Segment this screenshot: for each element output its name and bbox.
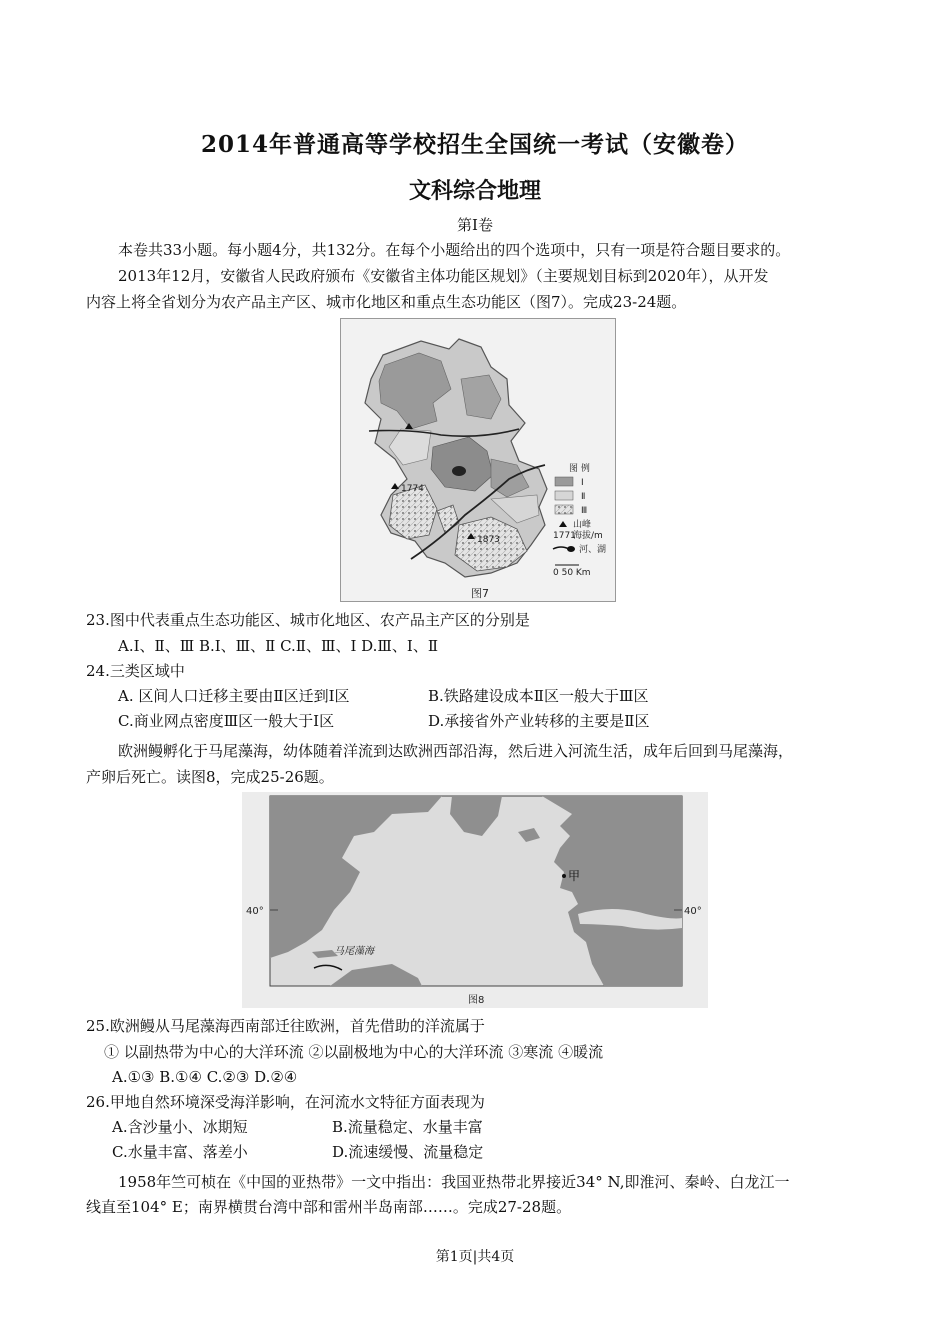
section-label: 第Ⅰ卷 (457, 216, 493, 234)
page-footer: 第1页|共4页 (435, 1249, 515, 1265)
exam-subtitle: 文科综合地理 (408, 178, 541, 204)
legend-river: 河、湖 (579, 545, 607, 555)
legend-elevation: 海拔/m (573, 531, 603, 541)
legend-item-i: Ⅰ (581, 478, 584, 488)
legend-peak: 山峰 (573, 520, 592, 530)
figure-7-map (340, 318, 616, 602)
lat-label-left: 40° (246, 906, 264, 917)
legend-item-ii: Ⅱ (581, 492, 586, 502)
passage3-line1: 1958年竺可桢在《中国的亚热带》一文中指出：我国亚热带北界接近34° N,即淮河、秦岭、白龙江一 (118, 1173, 790, 1191)
q24-option-b: B.铁路建设成本Ⅱ区一般大于Ⅲ区 (428, 687, 649, 705)
passage2-line1: 欧洲鳗孵化于马尾藻海，幼体随着洋流到达欧洲西部沿海，然后进入河流生活，成年后回到马尾藻海， (118, 742, 794, 760)
legend-scale: 0 50 Km (553, 568, 591, 578)
q24-stem: 24.三类区域中 (86, 662, 185, 680)
label-sargasso-sea: 马尾藻海 (334, 946, 374, 957)
passage1-line1: 2013年12月，安徽省人民政府颁布《安徽省主体功能区规划》（主要规划目标到2020年），从开发 (118, 267, 769, 285)
legend-swatch-ii (555, 491, 573, 500)
legend-swatch-i (555, 477, 573, 486)
legend-title: 图 例 (569, 464, 590, 474)
passage3-line2: 线直至104° E；南界横贯台湾中部和雷州半岛南部……。完成27-28题。 (86, 1198, 572, 1216)
peak-label-1873: 1873 (477, 535, 500, 545)
q24-option-a: A. 区间人口迁移主要由Ⅱ区迁到Ⅰ区 (118, 687, 350, 705)
q26-option-d: D.流速缓慢、流量稳定 (332, 1143, 484, 1161)
peak-label-1774: 1774 (401, 484, 424, 494)
q24-option-c: C.商业网点密度Ⅲ区一般大于Ⅰ区 (118, 712, 335, 730)
q24-option-d: D.承接省外产业转移的主要是Ⅱ区 (428, 712, 650, 730)
figure8-caption: 图8 (468, 995, 485, 1006)
passage1-line2: 内容上将全省划分为农产品主产区、城市化地区和重点生态功能区（图7）。完成23-24题。 (86, 293, 687, 311)
chaohu-lake (452, 466, 466, 476)
label-jia: 甲 (568, 869, 581, 883)
q26-option-b: B.流量稳定、水量丰富 (332, 1118, 483, 1136)
exam-title: 2014年普通高等学校招生全国统一考试（安徽卷） (200, 131, 749, 158)
lat-label-right: 40° (684, 906, 702, 917)
legend-peak-value: 1771 (553, 531, 576, 541)
q25-options: A.①③ B.①④ C.②③ D.②④ (112, 1068, 298, 1086)
legend-item-iii: Ⅲ (581, 506, 588, 516)
instructions: 本卷共33小题。每小题4分，共132分。在每个小题给出的四个选项中，只有一项是符合题目要求的。 (118, 241, 791, 259)
legend-swatch-iii (555, 505, 573, 514)
q25-stem: 25.欧洲鳗从马尾藻海西南部迁往欧洲，首先借助的洋流属于 (86, 1017, 485, 1035)
passage2-line2: 产卵后死亡。读图8，完成25-26题。 (86, 768, 334, 786)
atlantic-map-graphic (242, 792, 708, 1008)
q25-items: ① 以副热带为中心的大洋环流 ②以副极地为中心的大洋环流 ③寒流 ④暖流 (104, 1043, 604, 1061)
anhui-map-graphic (341, 319, 615, 601)
q26-option-a: A.含沙量小、冰期短 (112, 1118, 248, 1136)
q26-option-c: C.水量丰富、落差小 (112, 1143, 248, 1161)
figure-8-map (242, 792, 708, 1008)
legend-lake-icon (567, 546, 575, 552)
figure7-caption: 图7 (471, 587, 489, 600)
q23-options: A.Ⅰ、Ⅱ、Ⅲ B.Ⅰ、Ⅲ、Ⅱ C.Ⅱ、Ⅲ、Ⅰ D.Ⅲ、Ⅰ、Ⅱ (118, 637, 439, 655)
q26-stem: 26.甲地自然环境深受海洋影响，在河流水文特征方面表现为 (86, 1093, 485, 1111)
jia-marker (562, 874, 566, 878)
q23-stem: 23.图中代表重点生态功能区、城市化地区、农产品主产区的分别是 (86, 611, 530, 629)
